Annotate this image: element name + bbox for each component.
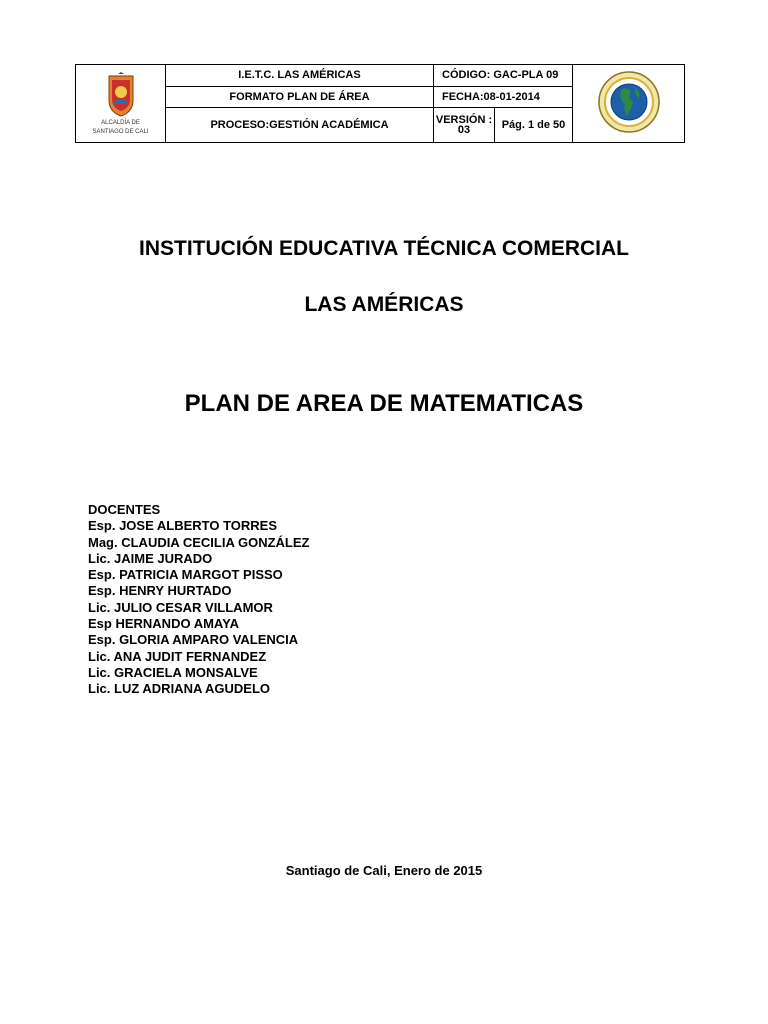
docente-item: Esp. HENRY HURTADO	[88, 583, 232, 599]
docente-item: Lic. ANA JUDIT FERNANDEZ	[88, 648, 267, 664]
version-cell	[434, 108, 495, 143]
version-value: 03	[457, 124, 471, 137]
school-seal-icon	[597, 70, 661, 134]
cali-shield-icon	[106, 72, 136, 118]
institution-cell: I.E.T.C. LAS AMÉRICAS	[166, 65, 434, 87]
logo-caption-1: ALCALDÍA DE	[101, 119, 140, 126]
institution-title: INSTITUCIÓN EDUCATIVA TÉCNICA COMERCIAL	[139, 237, 629, 260]
plan-title: PLAN DE AREA DE MATEMATICAS	[184, 390, 584, 417]
format-cell: FORMATO PLAN DE ÁREA	[166, 86, 434, 108]
school-seal-cell	[573, 65, 685, 143]
institution-subtitle: LAS AMÉRICAS	[304, 293, 464, 316]
logo-caption-2: SANTIAGO DE CALI	[92, 128, 149, 135]
docentes-heading: DOCENTES	[88, 502, 161, 517]
docentes-list	[88, 502, 309, 698]
docente-item: Mag. CLAUDIA CECILIA GONZÁLEZ	[88, 534, 310, 550]
docente-item: Esp. PATRICIA MARGOT PISSO	[88, 567, 283, 583]
docente-item: Lic. GRACIELA MONSALVE	[88, 664, 258, 680]
docente-item: Lic. JAIME JURADO	[88, 550, 213, 566]
docente-item: Lic. JULIO CESAR VILLAMOR	[88, 599, 273, 615]
code-cell: CÓDIGO: GAC-PLA 09	[434, 65, 573, 87]
place-date-footer: Santiago de Cali, Enero de 2015	[285, 863, 483, 878]
date-cell: FECHA:08-01-2014	[434, 86, 573, 108]
process-cell: PROCESO:GESTIÓN ACADÉMICA	[166, 108, 434, 143]
docente-item: Esp. GLORIA AMPARO VALENCIA	[88, 632, 299, 648]
docente-item: Lic. LUZ ADRIANA AGUDELO	[88, 681, 270, 697]
page-number-cell: Pág. 1 de 50	[495, 108, 573, 143]
version-label: VERSIÓN :	[435, 114, 493, 127]
docente-item: Esp. JOSE ALBERTO TORRES	[88, 518, 278, 534]
docente-item: Esp HERNANDO AMAYA	[88, 616, 239, 632]
document-header-table	[75, 64, 685, 143]
cali-logo-cell	[76, 65, 166, 143]
